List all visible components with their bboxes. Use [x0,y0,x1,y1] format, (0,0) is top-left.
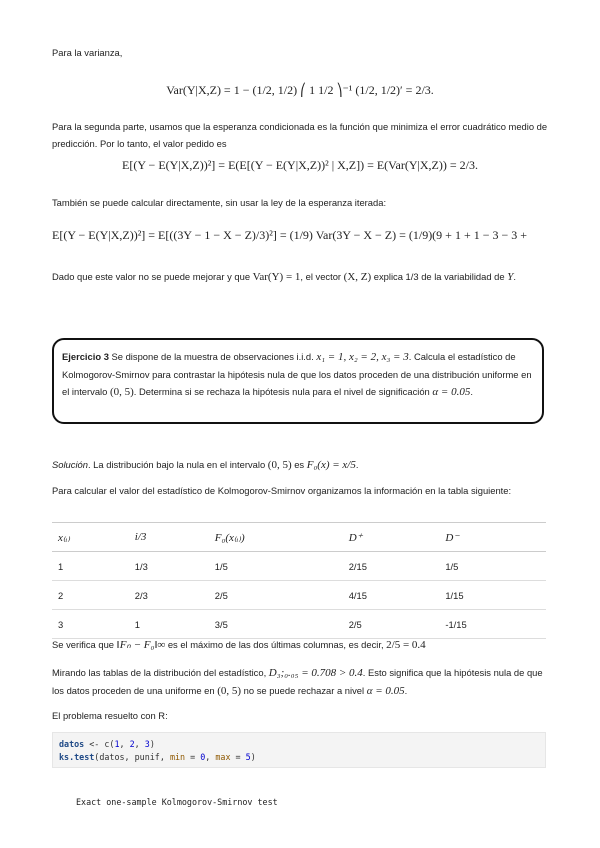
equation-esperanza-2: E[(Y − E(Y|X,Z))²] = E[((3Y − 1 − X − Z)/3)²] = (1/9) Var(3Y − X − Z) = (1/9)(9 + 1 + 1 − 3 − 3 + [52,228,528,242]
table-cell: 1/3 [129,552,209,581]
verifica-paragraph [52,636,552,654]
verifica-text-2: es el máximo de las dos últimas columnas, es decir, [167,639,384,650]
table-row [52,552,546,581]
table-header: D⁺ [343,523,440,552]
code-token: , [119,739,130,749]
table-cell: 3 [52,610,129,639]
table-cell: 1 [52,552,129,581]
r-output-line: Exact one-sample Kolmogorov-Smirnov test [76,797,278,807]
mirando-text-1: Mirando las tablas de la distribución del estadístico, [52,667,267,678]
code-token: 2 [129,739,135,749]
dado-que-text-2: , el vector [300,271,342,282]
table-cell: 2/15 [343,552,440,581]
table-row [52,610,546,639]
table-cell: 2 [52,581,129,610]
table-row [52,581,546,610]
code-token: = [185,752,201,762]
code-token: 5 [245,752,251,762]
dado-que-text-1: Dado que este valor no se puede mejorar y que [52,271,251,282]
mirando-math-1: D₃;₀.₀₅ = 0.708 > 0.4 [268,667,363,679]
table-header: D⁻ [439,523,546,552]
ejercicio-text-3: . Determina si se rechaza la hipótesis nula para el nivel de significación [133,386,430,397]
solucion-text-3: . [355,459,359,470]
segunda-parte-text: Para la segunda parte, usamos que la esperanza condicionada es la función que minimiza el error cuadrático medio de predicción. Por lo tanto, el valor pedido es [52,121,548,149]
verifica-math-2: 2/5 = 0.4 [386,639,426,651]
ejercicio-math-3: α = 0.05 [432,386,471,398]
tambien-text: También se puede calcular directamente, sin usar la ley de la esperanza iterada: [52,197,387,208]
code-token: , [205,752,216,762]
table-cell: 2/5 [343,610,440,639]
code-token: = [230,752,246,762]
ejercicio-text-2: . Calcula el estadístico de Kolmogorov-Smirnov para contrastar la hipótesis nula de que los datos proceden de una distribución uniforme en el intervalo [62,351,532,397]
ejercicio-text-4: . [470,386,473,397]
code-token: max [215,752,231,762]
para-calcular-text: Para calcular el valor del estadístico de Kolmogorov-Smirnov organizamos la información en la tabla siguiente: [52,485,512,496]
code-token: 0 [200,752,206,762]
table-cell: 2/5 [209,581,343,610]
code-token: 3 [144,739,150,749]
mirando-math-3: α = 0.05 [366,685,405,697]
table-header: i/3 [129,523,209,552]
code-line-2 [59,751,539,764]
mirando-text-4: . [404,685,408,696]
dado-que-text-3: explica 1/3 de la variabilidad de [373,271,505,282]
ks-table [52,522,546,639]
table-header: F₀(x₍ᵢ₎) [209,523,343,552]
equation-varianza [40,74,560,112]
mirando-math-2: (0, 5) [217,685,242,697]
table-cell: 2/3 [129,581,209,610]
solucion-math-1: (0, 5) [267,459,292,471]
code-token: ks.test [59,752,95,762]
solucion-label: Solución [52,459,88,470]
ejercicio-box [52,338,544,424]
dado-que-math-2: (X, Z) [343,271,372,283]
code-token: ) [250,752,256,762]
solucion-paragraph [52,456,552,474]
code-token: c( [104,739,115,749]
table-cell: 1/5 [439,552,546,581]
table-cell: 1/5 [209,552,343,581]
table-cell: 1 [129,610,209,639]
equation-esperanza-1: E[(Y − E(Y|X,Z))²] = E(E[(Y − E(Y|X,Z))² | X,Z]) = E(Var(Y|X,Z)) = 2/3. [122,158,478,172]
table-cell: 3/5 [209,610,343,639]
dado-que-paragraph: Dado que este valor no se puede mejorar y que Var(Y) = 1, el vector (X, Z) explica 1/3 de la variabilidad de Y. [52,271,516,283]
solucion-text-1: . La distribución bajo la nula en el intervalo [87,459,266,470]
verifica-text-1: Se verifica que [52,639,115,650]
r-code-block [52,732,546,768]
code-token: 1 [114,739,120,749]
code-token: <- [84,739,105,749]
code-token: (datos, punif, [94,752,170,762]
verifica-math-1: ‖Fₙ − F₀‖∞ [116,639,166,651]
intro-varianza: Para la varianza, [52,47,123,58]
code-token: min [169,752,186,762]
equation-varianza-svg [40,74,560,108]
mirando-paragraph [52,664,552,700]
table-cell: 1/15 [439,581,546,610]
ejercicio-label: Ejercicio 3 [62,351,109,362]
solucion-math-2: F₀(x) = x/5 [306,459,356,471]
mirando-text-2: . Esto significa que la hipótesis nula de que los datos proceden de una uniforme en [52,667,543,696]
problema-r-text: El problema resuelto con R: [52,710,168,721]
solucion-text-2: es [294,459,305,470]
equation-varianza-text: Var(Y|X,Z) = 1 − (1/2, 1/2) ⎛ 1 1/2 ⎞⁻¹ (1/2, 1/2)′ = 2/3. [166,83,434,97]
table-cell: -1/15 [439,610,546,639]
code-line-1 [59,738,539,751]
code-token: , [134,739,145,749]
code-token: ) [149,739,155,749]
ejercicio-math-2: (0, 5) [109,386,134,398]
table-cell: 4/15 [343,581,440,610]
mirando-text-3: no se puede rechazar a nivel [243,685,365,696]
dado-que-math-3: Y [507,271,514,283]
ejercicio-math-1: x₁ = 1, x₂ = 2, x₃ = 3 [316,351,409,363]
dado-que-math-1: Var(Y) = 1 [252,271,301,283]
table-header: x₍ᵢ₎ [52,523,129,552]
ejercicio-text-1: Se dispone de la muestra de observaciones i.i.d. [111,351,314,362]
table-header-row [52,523,546,552]
code-token: datos [59,739,85,749]
